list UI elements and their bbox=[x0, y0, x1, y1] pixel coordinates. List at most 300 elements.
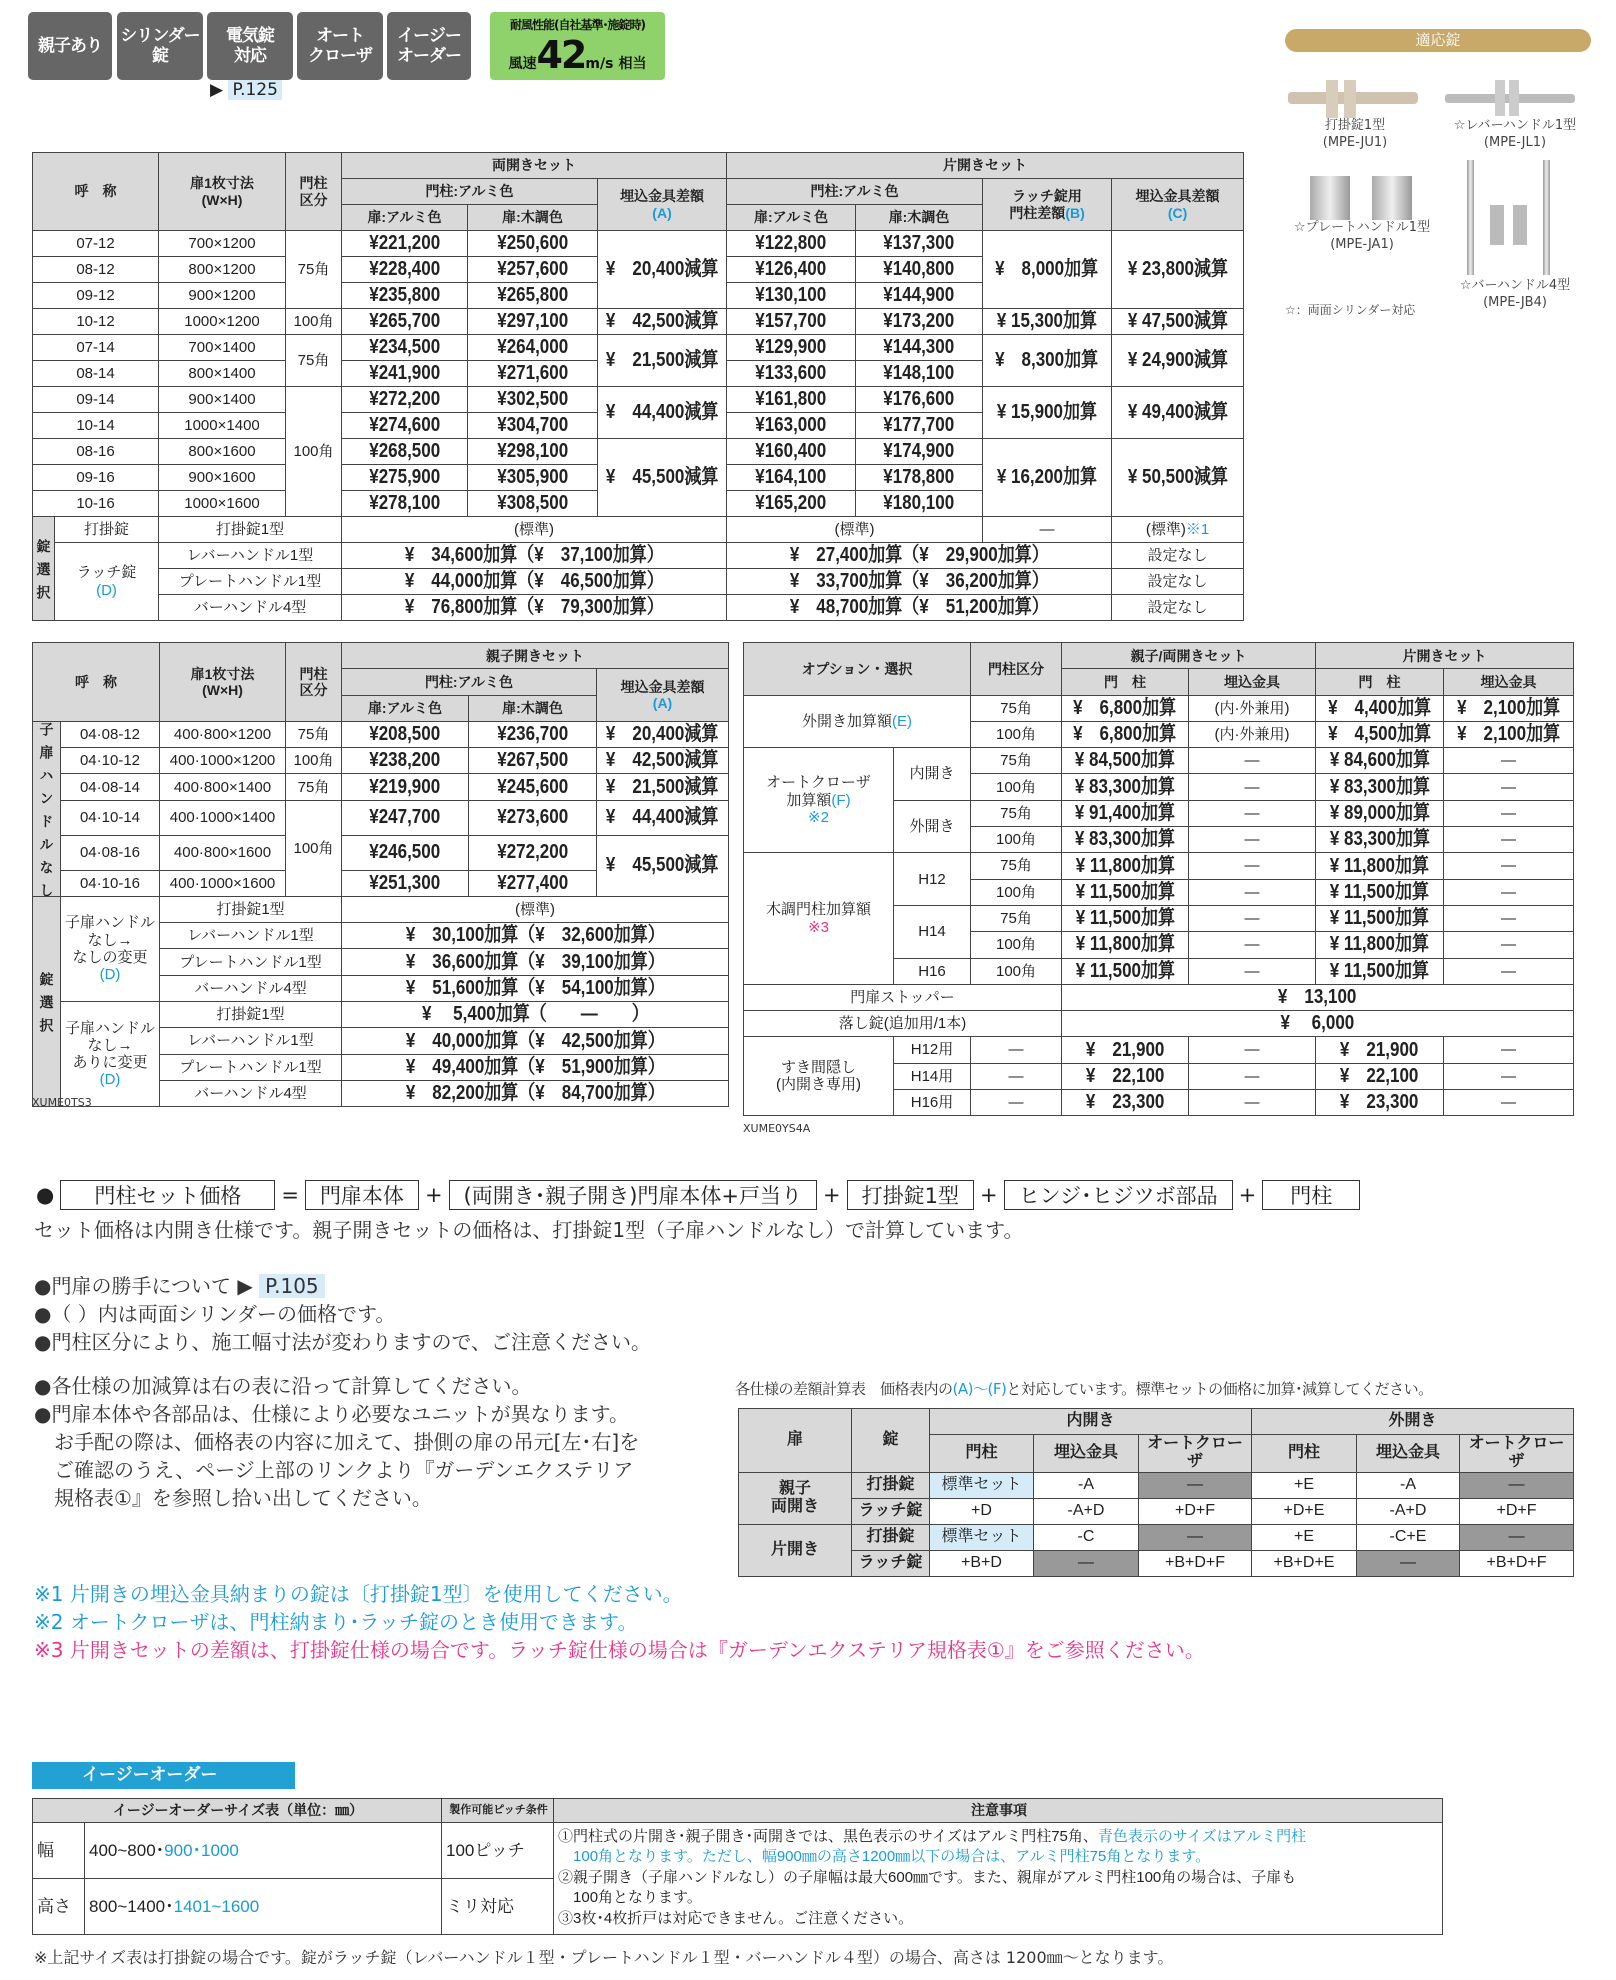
cell-text: 埋込金具差額 bbox=[620, 188, 705, 205]
range-black: 400~800･ bbox=[89, 1840, 165, 1860]
option-table bbox=[743, 642, 1574, 1116]
table-cell: — bbox=[1189, 1063, 1316, 1089]
table-cell bbox=[1062, 905, 1189, 931]
table-cell bbox=[468, 413, 598, 439]
header-cell: 親子開きセット bbox=[342, 643, 729, 669]
header-cell: 埋込金具 bbox=[1357, 1435, 1460, 1473]
price-text: ¥273,600 bbox=[497, 806, 568, 829]
lock-image-ju1-icon bbox=[1288, 80, 1418, 114]
price-text: ¥ 11,800加算 bbox=[1329, 933, 1430, 956]
table-cell: (内·外兼用) bbox=[1189, 695, 1316, 721]
price-text: ¥236,700 bbox=[497, 723, 568, 746]
table-cell bbox=[727, 465, 856, 491]
table-cell: — bbox=[1189, 958, 1316, 984]
table-cell bbox=[727, 335, 856, 361]
table-cell bbox=[727, 595, 1112, 621]
table-cell: H14 bbox=[894, 905, 971, 958]
table-cell: — bbox=[983, 517, 1112, 543]
table-cell: 700×1400 bbox=[159, 335, 286, 361]
price-text: ¥130,100 bbox=[755, 284, 827, 306]
table-cell bbox=[468, 465, 598, 491]
price-text: ¥ 34,600加算（¥ 37,100加算） bbox=[404, 544, 664, 566]
formula-box: ヒンジ･ヒジツボ部品 bbox=[1004, 1180, 1233, 1210]
table-cell: 設定なし bbox=[1112, 569, 1244, 595]
calc-title-a: 各仕様の差額計算表 価格表内の bbox=[735, 1380, 953, 1398]
price-text: ¥ 5,400加算（ — ） bbox=[421, 1003, 649, 1026]
price-text: ¥ 11,500加算 bbox=[1075, 880, 1175, 903]
note-text: ③3枚･4枚折戸は対応できません。ご注意ください。 bbox=[558, 1910, 914, 1927]
price-text: ¥ 83,300加算 bbox=[1329, 775, 1430, 798]
cell-text: 埋込金具差額 bbox=[620, 679, 705, 695]
header-cell: 門柱 bbox=[930, 1435, 1034, 1473]
price-text: ¥ 11,500加算 bbox=[1075, 907, 1175, 930]
table-cell bbox=[468, 361, 598, 387]
price-text: ¥137,300 bbox=[883, 232, 955, 254]
price-text: ¥271,600 bbox=[497, 362, 568, 384]
header-size: イージーオーダーサイズ表（単位：㎜） bbox=[33, 1799, 442, 1823]
table-cell: 04·08-16 bbox=[61, 835, 160, 870]
table-cell: 900×1400 bbox=[159, 387, 286, 413]
table-cell: ラッチ錠 bbox=[852, 1550, 930, 1576]
table-cell: 100角 bbox=[971, 774, 1062, 800]
price-text: ¥ 82,200加算（¥ 84,700加算） bbox=[405, 1082, 665, 1105]
table-cell bbox=[1316, 800, 1444, 826]
page-ref-link[interactable] bbox=[210, 80, 282, 100]
header-cell: 扉:木調色 bbox=[468, 205, 598, 231]
table-cell: 100角 bbox=[971, 827, 1062, 853]
price-text: ¥133,600 bbox=[755, 362, 827, 384]
table-cell: 09-16 bbox=[33, 465, 159, 491]
price-text: ¥ 45,500減算 bbox=[605, 466, 719, 488]
table-row bbox=[33, 309, 1244, 335]
header-cell: 外開き bbox=[1252, 1409, 1574, 1435]
table-cell: — bbox=[1189, 827, 1316, 853]
price-text: ¥ 11,500加算 bbox=[1329, 959, 1430, 982]
price-text: ¥ 44,400減算 bbox=[605, 401, 719, 423]
header-cell: 門柱 区分 bbox=[286, 153, 342, 231]
price-text: ¥ 48,700加算（¥ 51,200加算） bbox=[789, 596, 1049, 618]
price-text: ¥ 84,600加算 bbox=[1329, 749, 1430, 772]
table-cell bbox=[727, 309, 856, 335]
table-cell: 落し錠(追加用/1本) bbox=[744, 1011, 1062, 1037]
table-cell bbox=[468, 387, 598, 413]
bullet-text: ●門扉の勝手について bbox=[34, 1274, 232, 1298]
bullet-hand bbox=[34, 1272, 325, 1300]
note-2 bbox=[34, 1608, 637, 1636]
table-cell: — bbox=[971, 1063, 1062, 1089]
price-text: ¥174,900 bbox=[883, 440, 955, 462]
table-cell: 04·08-14 bbox=[61, 774, 160, 800]
cell-text: 埋込金具差額 bbox=[1135, 188, 1220, 205]
table-cell bbox=[1316, 1063, 1444, 1089]
table-cell: — bbox=[1444, 853, 1574, 879]
table-cell bbox=[342, 595, 727, 621]
table-cell bbox=[61, 896, 160, 1001]
header-cell: 門柱:アルミ色 bbox=[342, 179, 598, 205]
table-cell: 07-12 bbox=[33, 231, 159, 257]
table-cell bbox=[983, 387, 1112, 439]
table-cell: 08-14 bbox=[33, 361, 159, 387]
table-cell bbox=[1062, 800, 1189, 826]
price-text: ¥245,600 bbox=[497, 775, 568, 798]
calc-table bbox=[738, 1408, 1574, 1577]
header-row bbox=[33, 153, 1244, 179]
table-cell bbox=[1112, 387, 1244, 439]
table-cell: 75角 bbox=[286, 721, 342, 747]
price-text: ¥221,200 bbox=[369, 232, 440, 254]
triangle-icon: ▶ bbox=[237, 1274, 253, 1298]
header-cell: 呼 称 bbox=[33, 153, 159, 231]
cell-text: 子扉ハンドル なし→ ありに変更 bbox=[64, 1019, 155, 1072]
table-cell bbox=[597, 835, 729, 896]
table-cell bbox=[342, 257, 468, 283]
table-cell: — bbox=[1139, 1524, 1252, 1550]
table-cell: — bbox=[1139, 1472, 1252, 1498]
table-cell bbox=[856, 257, 983, 283]
table-cell bbox=[1062, 774, 1189, 800]
table-cell: 09-12 bbox=[33, 283, 159, 309]
table-cell bbox=[342, 491, 468, 517]
header-cell: 門柱:アルミ色 bbox=[727, 179, 983, 205]
table-row bbox=[739, 1524, 1574, 1550]
cell-text: 子扉ハンドル なし→ なしの変更 bbox=[64, 914, 155, 966]
cell-text: ラッチ錠用 門柱差額 bbox=[1009, 188, 1082, 221]
price-text: ¥ 6,800加算 bbox=[1073, 723, 1177, 746]
price-text: ¥208,500 bbox=[369, 723, 441, 746]
header-cell: 扉1枚寸法 (W×H) bbox=[159, 153, 286, 231]
table-cell: — bbox=[1460, 1524, 1574, 1550]
price-text: ¥164,100 bbox=[755, 466, 827, 488]
wind-resistance-badge bbox=[490, 12, 665, 80]
price-text: ¥173,200 bbox=[883, 310, 955, 332]
table-cell: -A bbox=[1357, 1472, 1460, 1498]
table-cell bbox=[1062, 958, 1189, 984]
table-cell bbox=[342, 335, 468, 361]
table-cell bbox=[1062, 879, 1189, 905]
table-cell: — bbox=[971, 1090, 1062, 1116]
table-cell bbox=[856, 361, 983, 387]
lock-image-jb4-icon bbox=[1465, 160, 1555, 275]
cell-marker: (D) bbox=[99, 1071, 121, 1089]
table-cell bbox=[342, 1054, 729, 1080]
table-cell: (標準) bbox=[727, 517, 983, 543]
table-cell bbox=[727, 361, 856, 387]
header-cell: 埋込金具 bbox=[1444, 669, 1574, 695]
feature-badge: 電気錠 対応 bbox=[207, 12, 293, 80]
table-row bbox=[33, 517, 1244, 543]
price-table-main bbox=[32, 152, 1244, 621]
price-text: ¥241,900 bbox=[369, 362, 440, 384]
table-cell: — bbox=[1189, 853, 1316, 879]
table-cell: レバーハンドル1型 bbox=[159, 543, 342, 569]
table-cell: — bbox=[1189, 932, 1316, 958]
table-cell bbox=[342, 975, 729, 1001]
table-cell: 400·1000×1200 bbox=[160, 748, 286, 774]
table-cell: -C+E bbox=[1357, 1524, 1460, 1550]
price-text: ¥ 22,100 bbox=[1085, 1064, 1165, 1087]
price-text: ¥177,700 bbox=[883, 414, 955, 436]
lock-label: ☆プレートハンドル1型 (MPE-JA1) bbox=[1293, 220, 1431, 252]
cell-text: ラッチ錠 bbox=[76, 564, 137, 582]
price-text: ¥ 22,100 bbox=[1340, 1064, 1419, 1087]
table-cell: -C bbox=[1034, 1524, 1139, 1550]
price-text: ¥251,300 bbox=[369, 871, 441, 894]
table-cell: プレートハンドル1型 bbox=[159, 569, 342, 595]
cell-marker: ※3 bbox=[808, 918, 829, 936]
table-cell: 75角 bbox=[971, 748, 1062, 774]
header-cell: 埋込金具 bbox=[1189, 669, 1316, 695]
note-3 bbox=[34, 1636, 1205, 1664]
table-cell: — bbox=[1189, 800, 1316, 826]
table-cell: H16用 bbox=[894, 1090, 971, 1116]
height-pitch: ミリ対応 bbox=[442, 1879, 554, 1935]
table-cell bbox=[727, 413, 856, 439]
page-ref-link[interactable]: P.105 bbox=[259, 1274, 324, 1298]
note-text: ※2 オートクローザは、門柱納まり･ラッチ錠のとき使用できます。 bbox=[34, 1610, 638, 1634]
table-cell bbox=[1112, 439, 1244, 517]
table-cell: 打掛錠 bbox=[852, 1472, 930, 1498]
price-text: ¥268,500 bbox=[369, 440, 440, 462]
price-text: ¥165,200 bbox=[755, 492, 827, 514]
price-text: ¥126,400 bbox=[755, 258, 827, 280]
price-text: ¥250,600 bbox=[497, 232, 568, 254]
header-cell: 門柱区分 bbox=[971, 643, 1062, 696]
cell-marker: (A) bbox=[652, 695, 673, 712]
feature-badge: 親子あり bbox=[28, 12, 112, 80]
table-cell bbox=[597, 774, 729, 800]
header-cell: 扉:木調色 bbox=[856, 205, 983, 231]
price-text: ¥ 4,400加算 bbox=[1328, 696, 1432, 719]
price-text: ¥ 8,300加算 bbox=[995, 349, 1099, 371]
table-cell bbox=[1316, 1037, 1444, 1063]
table-cell bbox=[469, 835, 597, 870]
price-text: ¥ 21,900 bbox=[1340, 1038, 1419, 1061]
table-cell: — bbox=[1444, 879, 1574, 905]
price-text: ¥234,500 bbox=[369, 336, 440, 358]
table-cell bbox=[856, 465, 983, 491]
table-cell: プレートハンドル1型 bbox=[160, 1054, 342, 1080]
header-cell: 扉:アルミ色 bbox=[342, 205, 468, 231]
table-cell: 錠 選 択 bbox=[33, 517, 55, 621]
table-cell bbox=[744, 748, 894, 853]
header-row bbox=[744, 643, 1574, 669]
table-row bbox=[33, 569, 1244, 595]
width-pitch: 100ピッチ bbox=[442, 1823, 554, 1879]
table-cell bbox=[727, 439, 856, 465]
table-cell: 75角 bbox=[286, 774, 342, 800]
price-text: ¥302,500 bbox=[497, 388, 568, 410]
price-text: ¥272,200 bbox=[497, 841, 568, 864]
table-cell: 800×1600 bbox=[159, 439, 286, 465]
price-text: ¥ 11,800加算 bbox=[1075, 854, 1175, 877]
table-cell bbox=[727, 387, 856, 413]
header-cell: 親子/両開きセット bbox=[1062, 643, 1316, 669]
table-cell bbox=[1112, 309, 1244, 335]
price-text: ¥235,800 bbox=[369, 284, 440, 306]
price-text: ¥267,500 bbox=[497, 749, 568, 772]
note-1 bbox=[34, 1580, 683, 1608]
table-row bbox=[744, 1011, 1574, 1037]
table-row bbox=[739, 1472, 1574, 1498]
price-text: ¥157,700 bbox=[755, 310, 827, 332]
table-cell: 外開き bbox=[894, 800, 971, 853]
header-cell: 扉:アルミ色 bbox=[727, 205, 856, 231]
price-text: ¥ 8,000加算 bbox=[995, 258, 1099, 280]
height-range bbox=[85, 1879, 442, 1935]
table-cell bbox=[342, 283, 468, 309]
price-text: ¥ 20,400減算 bbox=[606, 723, 719, 746]
table-cell bbox=[1316, 958, 1444, 984]
table-cell: 900×1200 bbox=[159, 283, 286, 309]
lock-label: ☆レバーハンドル1型 (MPE-JL1) bbox=[1453, 118, 1577, 150]
table-cell bbox=[1316, 1090, 1444, 1116]
header-notes: 注意事項 bbox=[554, 1799, 1443, 1823]
table-cell: H12 bbox=[894, 853, 971, 906]
table-row bbox=[33, 1002, 729, 1028]
table-cell: 設定なし bbox=[1112, 595, 1244, 621]
table-cell bbox=[983, 309, 1112, 335]
price-text: ¥ 33,700加算（¥ 36,200加算） bbox=[789, 570, 1049, 592]
price-text: ¥ 16,200加算 bbox=[996, 466, 1098, 488]
table-row bbox=[739, 1498, 1574, 1524]
price-text: ¥219,900 bbox=[369, 775, 441, 798]
table-cell bbox=[1316, 932, 1444, 958]
price-text: ¥ 20,400減算 bbox=[605, 258, 719, 280]
table-cell bbox=[856, 283, 983, 309]
header-cell: 門柱 bbox=[1252, 1435, 1357, 1473]
table-cell: 400·800×1400 bbox=[160, 774, 286, 800]
table-cell bbox=[469, 748, 597, 774]
price-table-oyako bbox=[32, 642, 729, 1107]
width-range bbox=[85, 1823, 442, 1879]
table-cell bbox=[342, 1028, 729, 1054]
table-cell bbox=[342, 309, 468, 335]
table-row bbox=[33, 387, 1244, 413]
header-cell: 門柱:アルミ色 bbox=[342, 669, 597, 695]
header-cell: 扉:木調色 bbox=[469, 695, 597, 721]
table-cell: — bbox=[1444, 774, 1574, 800]
price-text: ¥178,800 bbox=[883, 466, 955, 488]
table-cell bbox=[1316, 748, 1444, 774]
header-cell: 門柱 区分 bbox=[286, 643, 342, 722]
wind-value: 42 bbox=[536, 33, 586, 77]
bullet-text: ●（ ）内は両面シリンダーの価格です。 bbox=[34, 1302, 396, 1326]
table-cell bbox=[469, 870, 597, 896]
table-cell: 75角 bbox=[971, 905, 1062, 931]
price-text: ¥274,600 bbox=[369, 414, 440, 436]
table-cell: 100角 bbox=[286, 309, 342, 335]
range-blue: 1401~1600 bbox=[173, 1896, 260, 1916]
lock-label: ☆バーハンドル4型 (MPE-JB4) bbox=[1459, 278, 1571, 310]
table-cell: — bbox=[1444, 1090, 1574, 1116]
price-text: ¥265,700 bbox=[369, 310, 440, 332]
table-cell bbox=[468, 335, 598, 361]
price-text: ¥ 83,300加算 bbox=[1074, 775, 1176, 798]
table-cell bbox=[856, 309, 983, 335]
table-cell: 100角 bbox=[286, 748, 342, 774]
table-cell bbox=[856, 387, 983, 413]
calc-title bbox=[735, 1378, 1433, 1400]
price-text: ¥ 47,500減算 bbox=[1127, 310, 1228, 332]
table-cell bbox=[342, 231, 468, 257]
table-cell bbox=[342, 870, 469, 896]
table-cell bbox=[856, 231, 983, 257]
table-cell bbox=[727, 569, 1112, 595]
price-text: ¥ 23,800減算 bbox=[1127, 258, 1228, 280]
price-text: ¥ 23,300 bbox=[1340, 1091, 1419, 1114]
table-cell: — bbox=[1444, 1063, 1574, 1089]
table-cell bbox=[469, 721, 597, 747]
price-text: ¥ 13,100 bbox=[1278, 986, 1357, 1008]
price-text: ¥ 49,400減算 bbox=[1127, 401, 1228, 423]
table-cell: H14用 bbox=[894, 1063, 971, 1089]
table-cell: — bbox=[1444, 827, 1574, 853]
table-cell: — bbox=[1034, 1550, 1139, 1576]
price-text: ¥304,700 bbox=[497, 414, 568, 436]
table-cell: — bbox=[1189, 879, 1316, 905]
price-text: ¥277,400 bbox=[497, 871, 568, 894]
table-cell: 打掛錠1型 bbox=[160, 1002, 342, 1028]
table-cell bbox=[342, 923, 729, 949]
feature-badge: イージー オーダー bbox=[387, 12, 471, 80]
table-cell bbox=[1316, 695, 1444, 721]
note-text: ②親子開き（子扉ハンドルなし）の子扉幅は最大600㎜です。また、親扉がアルミ門柱100角の場合は、子扉も 100角となります。 bbox=[558, 1869, 1297, 1906]
bullet: ● bbox=[36, 1183, 55, 1207]
table-cell bbox=[983, 231, 1112, 309]
wind-title: 耐風性能(自社基準･施錠時) bbox=[510, 18, 645, 32]
table-cell: — bbox=[1460, 1472, 1574, 1498]
table-cell bbox=[61, 1002, 160, 1107]
formula-op: + bbox=[980, 1183, 998, 1207]
table-cell bbox=[1316, 827, 1444, 853]
table-row bbox=[33, 721, 729, 747]
table-row bbox=[33, 439, 1244, 465]
price-text: ¥ 4,500加算 bbox=[1328, 723, 1432, 746]
table-cell bbox=[1062, 1037, 1189, 1063]
header-cell: 扉:アルミ色 bbox=[342, 695, 469, 721]
price-text: ¥ 45,500減算 bbox=[606, 854, 719, 877]
formula-box: (両開き･親子開き)門扉本体+戸当り bbox=[449, 1180, 817, 1210]
price-text: ¥ 50,500減算 bbox=[1127, 466, 1228, 488]
table-cell: 75角 bbox=[286, 335, 342, 387]
table-cell: 10-12 bbox=[33, 309, 159, 335]
table-cell bbox=[468, 439, 598, 465]
table-cell: 1000×1600 bbox=[159, 491, 286, 517]
table-cell: プレートハンドル1型 bbox=[160, 949, 342, 975]
header-row bbox=[739, 1409, 1574, 1435]
table-cell: +D bbox=[930, 1498, 1034, 1524]
price-formula bbox=[36, 1180, 1360, 1210]
table-cell: (標準) bbox=[342, 896, 729, 922]
table-cell bbox=[1444, 695, 1574, 721]
table-cell bbox=[597, 748, 729, 774]
table-cell: (内·外兼用) bbox=[1189, 721, 1316, 747]
table-cell bbox=[55, 543, 159, 621]
table-cell: +B+D bbox=[930, 1550, 1034, 1576]
formula-box: 門柱 bbox=[1262, 1180, 1360, 1210]
header-cell: 片開きセット bbox=[727, 153, 1244, 179]
table-cell: 08-12 bbox=[33, 257, 159, 283]
feature-badge: シリンダー 錠 bbox=[117, 12, 203, 80]
compatible-locks-title: 適応錠 bbox=[1285, 29, 1591, 52]
table-cell: 700×1200 bbox=[159, 231, 286, 257]
price-text: ¥257,600 bbox=[497, 258, 568, 280]
price-text: ¥ 36,600加算（¥ 39,100加算） bbox=[405, 950, 665, 973]
table-cell bbox=[1062, 1063, 1189, 1089]
header-cell: オプション・選択 bbox=[744, 643, 971, 696]
price-text: ¥ 11,500加算 bbox=[1075, 959, 1175, 982]
price-text: ¥ 42,500減算 bbox=[605, 310, 719, 332]
